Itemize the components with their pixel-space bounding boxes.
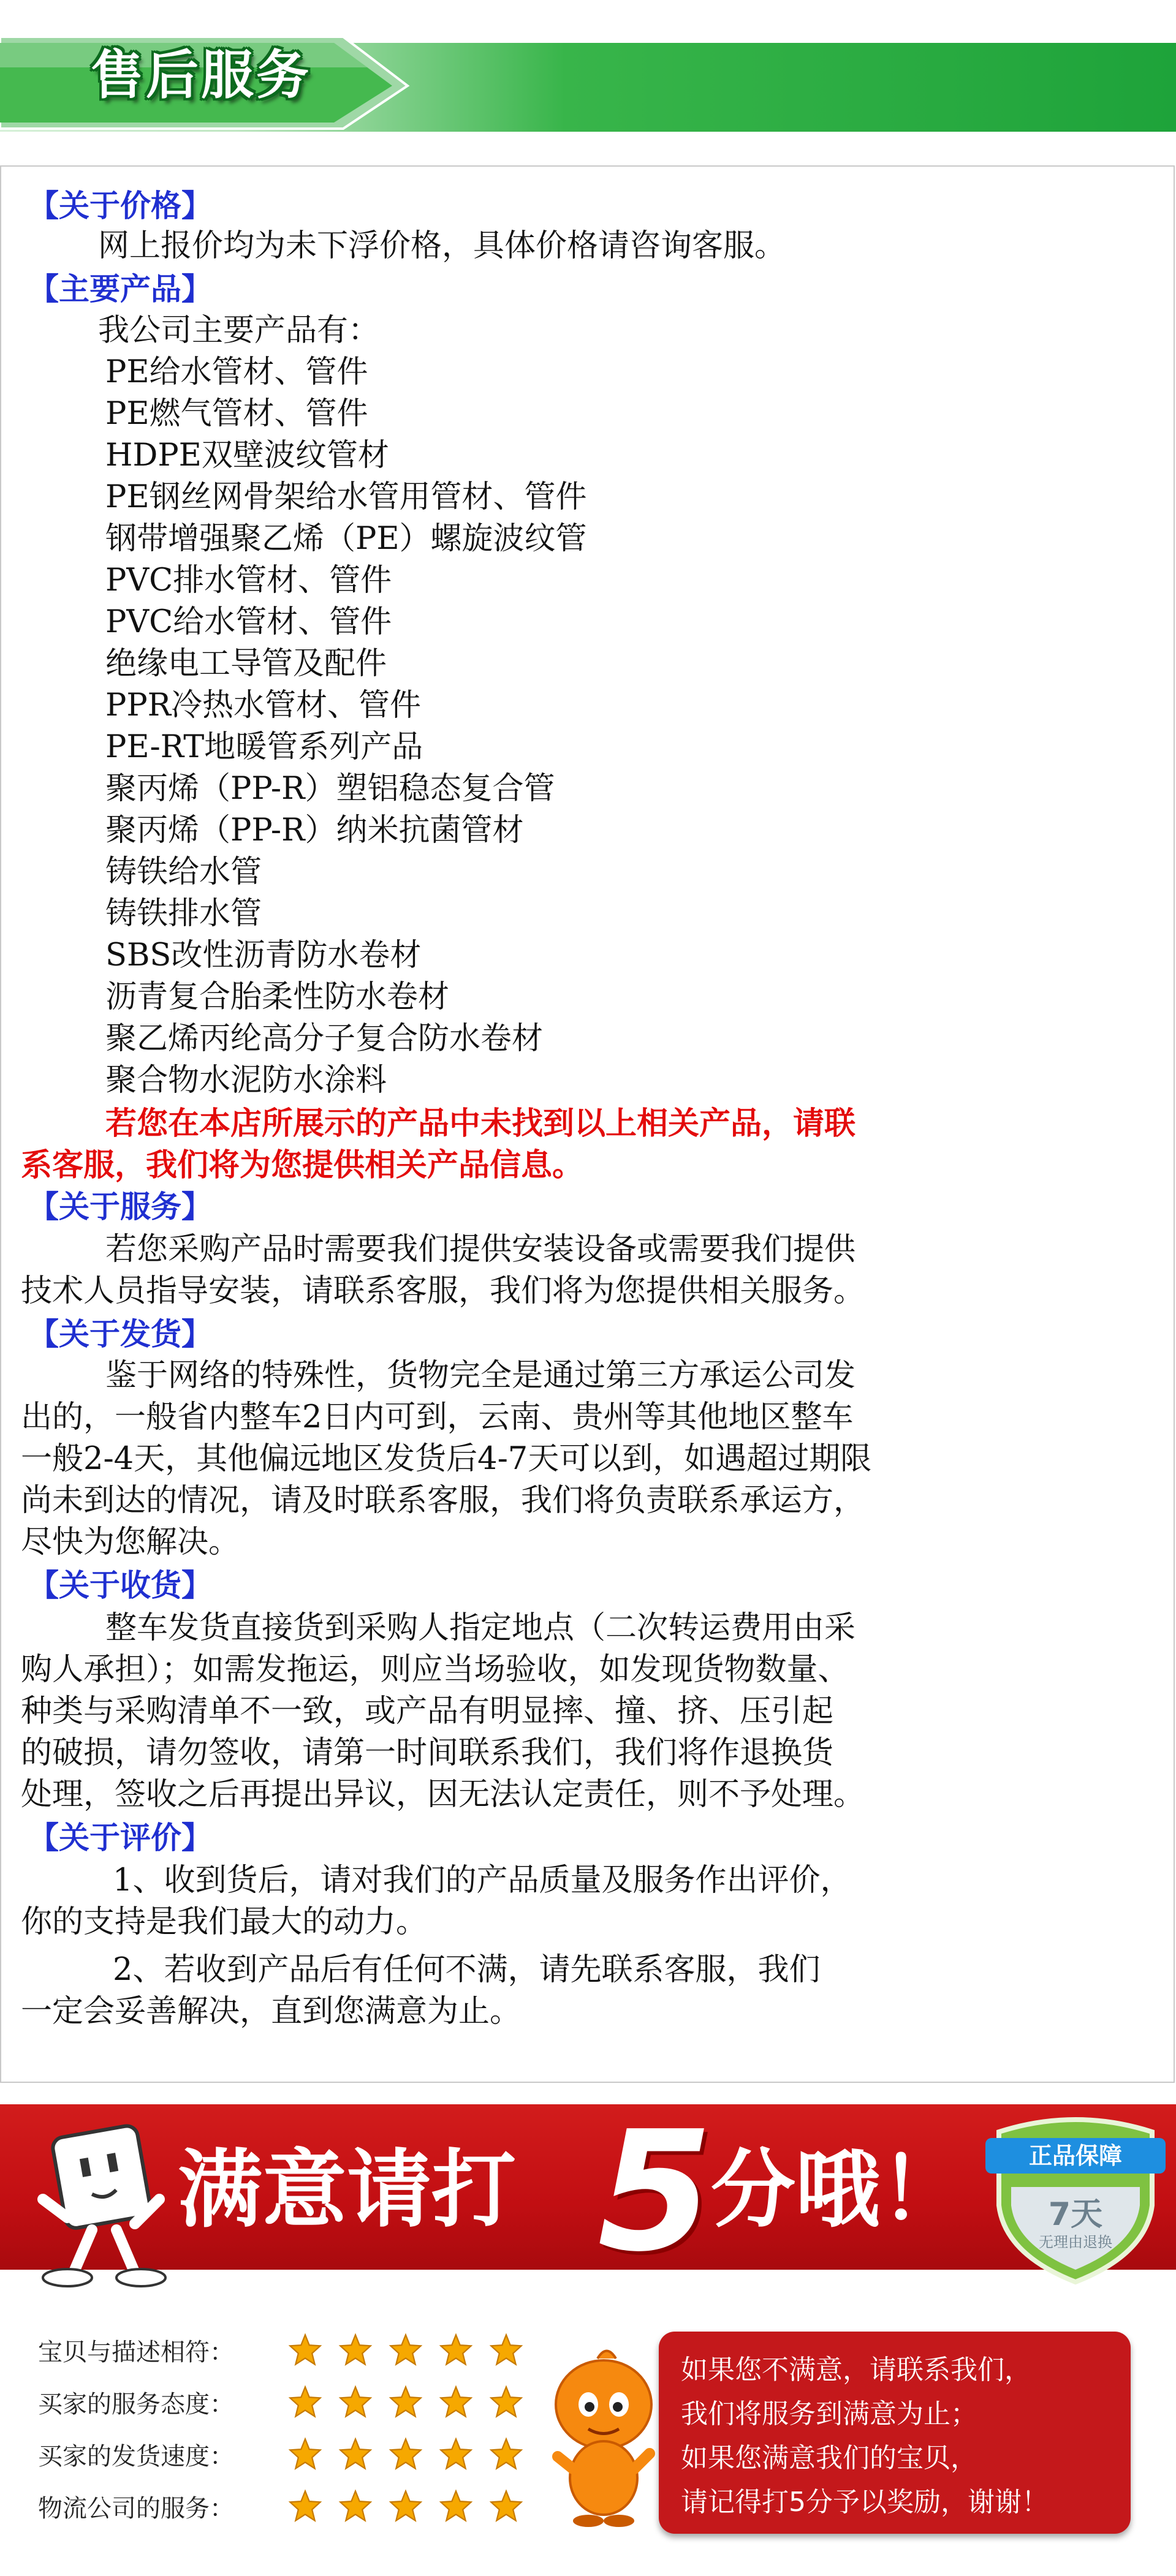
heading-price: 【关于价格】 bbox=[28, 187, 212, 224]
receive-text-line: 整车发货直接货到采购人指定地点（二次转运费用由采 bbox=[105, 1610, 856, 1646]
product-item: 聚丙烯（PP-R）塑铝稳态复合管 bbox=[105, 771, 555, 807]
note-box bbox=[659, 2332, 1131, 2534]
note-line: 请记得打5分予以奖励，谢谢！ bbox=[681, 2487, 1049, 2518]
product-item: PVC排水管材、管件 bbox=[105, 562, 392, 599]
rating-stars-row bbox=[288, 2437, 539, 2474]
shipping-text-line: 鉴于网络的特殊性，货物完全是通过第三方承运公司发 bbox=[105, 1358, 856, 1394]
after-sales-content bbox=[0, 165, 1175, 2083]
rating-row-label: 买家的发货速度： bbox=[38, 2442, 234, 2471]
note-line: 如果您不满意，请联系我们， bbox=[681, 2354, 1031, 2385]
note-line: 如果您满意我们的宝贝， bbox=[681, 2442, 977, 2474]
star-icon bbox=[489, 2437, 523, 2471]
product-item: 绝缘电工导管及配件 bbox=[105, 646, 387, 682]
receive-text-line: 购人承担）；如需发拖运，则应当场验收，如发现货物数量、 bbox=[21, 1652, 849, 1688]
service-text-line: 技术人员指导安装，请联系客服，我们将为您提供相关服务。 bbox=[21, 1273, 865, 1309]
product-item: PE燃气管材、管件 bbox=[105, 396, 368, 432]
badge-top-text: 正品保障 bbox=[1028, 2142, 1122, 2169]
star-icon bbox=[338, 2489, 373, 2523]
product-item: 铸铁排水管 bbox=[105, 896, 262, 932]
review-text-line: 2、若收到产品后有任何不满，请先联系客服，我们 bbox=[113, 1952, 821, 1988]
note-line: 我们将服务到满意为止； bbox=[681, 2398, 977, 2430]
product-item: 聚乙烯丙纶高分子复合防水卷材 bbox=[105, 1021, 544, 1057]
product-item: 聚合物水泥防水涂料 bbox=[105, 1062, 387, 1098]
shipping-text-line: 一般2-4天，其他偏远地区发货后4-7天可以到，如遇超过期限 bbox=[21, 1441, 872, 1477]
review-text-line: 一定会妥善解决，直到您满意为止。 bbox=[21, 1993, 522, 2030]
service-text-line: 若您采购产品时需要我们提供安装设备或需要我们提供 bbox=[105, 1231, 856, 1267]
star-icon bbox=[288, 2489, 322, 2523]
product-item: PE给水管材、管件 bbox=[105, 354, 368, 390]
product-item: HDPE双壁波纹管材 bbox=[105, 437, 389, 474]
star-icon bbox=[439, 2385, 473, 2419]
receive-text-line: 处理，签收之后再提出异议，因无法认定责任，则不予处理。 bbox=[21, 1777, 865, 1813]
star-icon bbox=[389, 2385, 423, 2419]
star-icon bbox=[489, 2489, 523, 2523]
product-item: SBS改性沥青防水卷材 bbox=[105, 937, 422, 973]
star-icon bbox=[288, 2385, 322, 2419]
receive-text-line: 种类与采购清单不一致，或产品有明显摔、撞、挤、压引起 bbox=[21, 1693, 834, 1729]
banner-text-pre: 满意请打 bbox=[178, 2140, 517, 2239]
rating-row-label: 买家的服务态度： bbox=[38, 2390, 234, 2419]
orange-mascot-icon bbox=[545, 2346, 662, 2530]
heading-products: 【主要产品】 bbox=[28, 271, 212, 307]
star-icon bbox=[338, 2385, 373, 2419]
star-icon bbox=[489, 2385, 523, 2419]
banner-text-post: 分哦！ bbox=[711, 2140, 965, 2239]
star-icon bbox=[389, 2437, 423, 2471]
rating-stars-row bbox=[288, 2385, 539, 2422]
badge-days-text: 7天 bbox=[1048, 2196, 1103, 2233]
review-text-line: 你的支持是我们最大的动力。 bbox=[21, 1904, 428, 1940]
star-icon bbox=[338, 2333, 373, 2367]
section-header bbox=[0, 0, 1176, 138]
rating-row-label: 物流公司的服务： bbox=[38, 2495, 234, 2523]
products-note-line: 若您在本店所展示的产品中未找到以上相关产品，请联 bbox=[105, 1105, 856, 1142]
star-icon bbox=[439, 2333, 473, 2367]
star-icon bbox=[489, 2333, 523, 2367]
product-item: PPR冷热水管材、管件 bbox=[105, 687, 422, 723]
shipping-text-line: 尚未到达的情况，请及时联系客服，我们将负责联系承运方， bbox=[21, 1483, 865, 1519]
product-item: PE钢丝网骨架给水管用管材、管件 bbox=[105, 479, 587, 515]
star-icon bbox=[389, 2489, 423, 2523]
badge-sub-text: 无理由退换 bbox=[1039, 2234, 1112, 2251]
heading-service: 【关于服务】 bbox=[28, 1188, 212, 1225]
product-item: 沥青复合胎柔性防水卷材 bbox=[105, 979, 450, 1015]
product-item: PVC给水管材、管件 bbox=[105, 604, 392, 640]
page-title: 售后服务 bbox=[91, 45, 311, 106]
star-icon bbox=[288, 2333, 322, 2367]
product-item: 聚丙烯（PP-R）纳米抗菌管材 bbox=[105, 812, 524, 848]
products-intro: 我公司主要产品有： bbox=[98, 312, 380, 349]
product-item: 铸铁给水管 bbox=[105, 854, 262, 890]
box-mascot-icon bbox=[25, 2120, 172, 2291]
shipping-text-line: 尽快为您解决。 bbox=[21, 1524, 240, 1560]
shipping-text-line: 出的，一般省内整车2日内可到，云南、贵州等其他地区整车 bbox=[21, 1399, 854, 1435]
star-icon bbox=[439, 2437, 473, 2471]
price-text: 网上报价均为未下浮价格，具体价格请咨询客服。 bbox=[98, 228, 786, 264]
product-item: 钢带增强聚乙烯（PE）螺旋波纹管 bbox=[105, 521, 587, 557]
heading-review: 【关于评价】 bbox=[28, 1819, 212, 1856]
star-icon bbox=[439, 2489, 473, 2523]
heading-shipping: 【关于发货】 bbox=[28, 1316, 212, 1352]
product-item: PE-RT地暖管系列产品 bbox=[105, 729, 423, 765]
genuine-guarantee-badge bbox=[974, 2113, 1176, 2285]
rating-stars-row bbox=[288, 2489, 539, 2526]
banner-number: 5 bbox=[597, 2104, 713, 2270]
star-icon bbox=[338, 2437, 373, 2471]
rating-row-label: 宝贝与描述相符： bbox=[38, 2338, 234, 2366]
products-note-line: 系客服，我们将为您提供相关产品信息。 bbox=[21, 1147, 584, 1184]
star-icon bbox=[389, 2333, 423, 2367]
receive-text-line: 的破损，请勿签收，请第一时间联系我们，我们将作退换货 bbox=[21, 1735, 834, 1771]
heading-receive: 【关于收货】 bbox=[28, 1567, 212, 1603]
review-text-line: 1、收到货后，请对我们的产品质量及服务作出评价， bbox=[113, 1862, 852, 1898]
star-icon bbox=[288, 2437, 322, 2471]
rating-stars-row bbox=[288, 2333, 539, 2370]
